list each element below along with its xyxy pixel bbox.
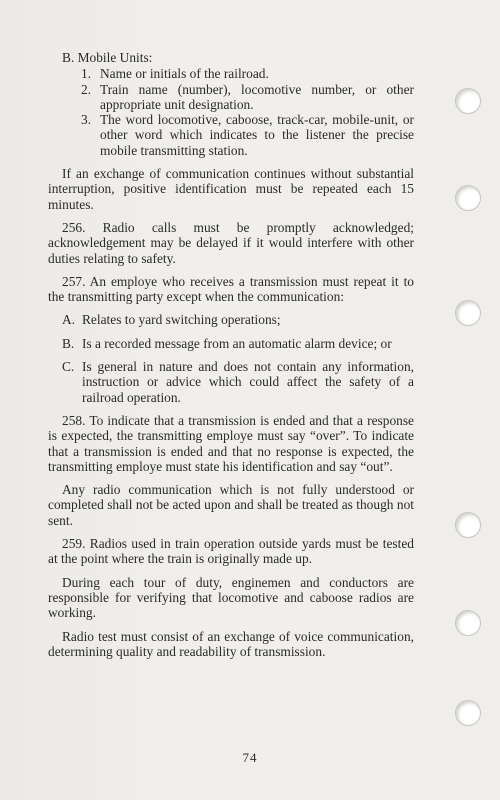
binder-hole <box>455 88 481 114</box>
rule-257-intro: 257. An employe who receives a transmission must repeat it to the transmitting party except when the communication: <box>48 273 414 305</box>
section-b-heading: B. Mobile Units: <box>62 50 153 65</box>
list-item <box>81 66 414 81</box>
page-number: 74 <box>242 750 258 765</box>
rule-259: 259. Radios used in train operation outside yards must be tested at the point where the train is originally made up. <box>48 536 414 567</box>
radio-test-paragraph: Radio test must consist of an exchange of voice communication, determining quality and readability of transmission. <box>48 628 414 659</box>
binder-hole <box>455 512 481 538</box>
exchange-paragraph: If an exchange of communication continues without substantial interruption, positive identification must be repeated each 15 minutes. <box>48 166 414 212</box>
page-content <box>48 50 414 667</box>
list-item-text: Train name (number), locomotive number, or other appropriate unit designation. <box>100 81 414 112</box>
exception-item <box>62 359 414 405</box>
list-item-text: Name or initials of the railroad. <box>100 66 269 82</box>
list-item-text: Is general in nature and does not contain any information, instruction or advice which could affect the safety of a railroad operation. <box>82 359 414 405</box>
list-item-text: The word locomotive, caboose, track-car, mobile-unit, or other word which indicates to the listener the precise mobile transmitting station. <box>100 112 414 158</box>
exception-item <box>62 312 414 327</box>
rule-258: 258. To indicate that a transmission is ended and that a response is expected, the transmitting employe must say “over”. To indicate that a transmission is ended and that no response is expected, the transmitting employe must state his identification and say “out”. <box>48 412 414 474</box>
list-item <box>81 112 414 158</box>
binder-hole <box>455 300 481 326</box>
list-marker: 1. <box>81 66 92 82</box>
list-marker: 3. <box>81 112 92 128</box>
list-marker: C. <box>62 359 75 375</box>
exception-item <box>62 336 414 351</box>
list-item-text: Relates to yard switching operations; <box>82 312 281 328</box>
rule-256: 256. Radio calls must be promptly acknowledged; acknowledgement may be delayed if it would interfere with other duties relating to safety. <box>48 219 414 266</box>
list-marker: 2. <box>81 81 92 97</box>
binder-hole <box>455 700 481 726</box>
list-marker: A. <box>62 312 76 328</box>
binder-hole <box>455 185 481 211</box>
mobile-units-list <box>48 66 414 158</box>
list-marker: B. <box>62 335 75 351</box>
list-item <box>81 82 414 113</box>
tour-of-duty-paragraph: During each tour of duty, enginemen and conductors are responsible for verifying that locomotive and caboose radios are working. <box>48 574 414 621</box>
binder-hole <box>455 610 481 636</box>
list-item-text: Is a recorded message from an automatic alarm device; or <box>82 335 392 351</box>
not-understood-paragraph: Any radio communication which is not fully understood or completed shall not be acted upon and shall be treated as though not sent. <box>48 482 414 528</box>
